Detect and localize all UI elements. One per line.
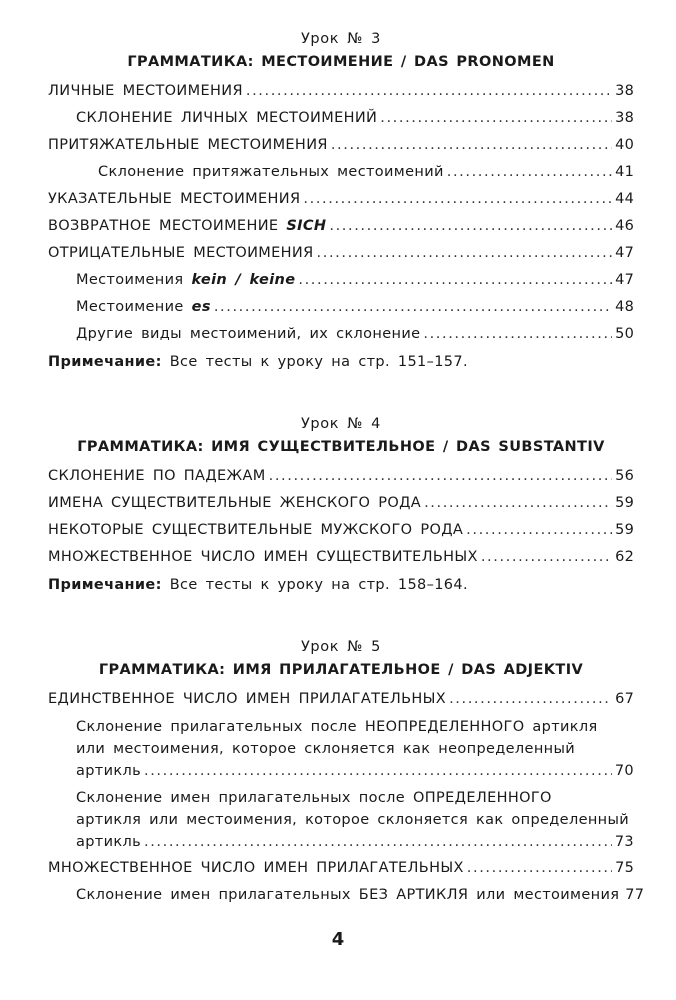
toc-entry[interactable] xyxy=(48,547,634,574)
dot-leader xyxy=(423,324,612,344)
lesson-number: Урок № 4 xyxy=(301,416,381,432)
toc-entry[interactable] xyxy=(48,108,634,135)
entry-page: 77 xyxy=(625,887,645,903)
dot-leader xyxy=(481,547,612,567)
lesson-5 xyxy=(48,636,645,912)
dot-leader xyxy=(144,760,612,782)
entry-title: Местоимения kein / keine xyxy=(76,272,296,288)
page-number: 4 xyxy=(331,929,345,950)
entry-emphasis: es xyxy=(191,299,211,315)
entry-line: артикль xyxy=(76,763,141,779)
entry-page: 75 xyxy=(615,860,634,876)
table-of-contents xyxy=(48,28,645,952)
toc-entry[interactable] xyxy=(48,297,634,324)
toc-entry-multiline[interactable] xyxy=(48,787,634,853)
entry-title: УКАЗАТЕЛЬНЫЕ МЕСТОИМЕНИЯ xyxy=(48,191,301,207)
entry-title: НЕКОТОРЫЕ СУЩЕСТВИТЕЛЬНЫЕ МУЖСКОГО РОДА xyxy=(48,522,464,538)
entry-title: Другие виды местоимений, их склонение xyxy=(76,326,421,342)
dot-leader xyxy=(246,81,612,101)
lesson-number: Урок № 3 xyxy=(301,31,381,47)
lesson-title: ГРАММАТИКА: МЕСТОИМЕНИЕ / DAS PRONOMEN xyxy=(127,54,555,70)
entry-page: 50 xyxy=(615,326,634,342)
dot-leader xyxy=(467,858,612,878)
dot-leader xyxy=(329,216,612,236)
note-text: Все тесты к уроку на стр. 158–164. xyxy=(161,577,468,593)
toc-entry-multiline[interactable] xyxy=(48,716,634,782)
note-text: Все тесты к уроку на стр. 151–157. xyxy=(161,354,468,370)
entry-page: 40 xyxy=(615,137,634,153)
lesson-note xyxy=(48,574,634,596)
dot-leader xyxy=(380,108,612,128)
entry-page: 56 xyxy=(615,468,634,484)
entry-title: ВОЗВРАТНОЕ МЕСТОИМЕНИЕ SICH xyxy=(48,218,327,234)
dot-leader xyxy=(447,162,612,182)
entry-emphasis: kein / keine xyxy=(191,272,296,288)
toc-entry[interactable] xyxy=(48,885,645,912)
dot-leader xyxy=(144,831,612,853)
note-label: Примечание: xyxy=(48,577,162,593)
toc-entry[interactable] xyxy=(48,189,634,216)
toc-entry[interactable] xyxy=(48,135,634,162)
entry-page: 48 xyxy=(615,299,634,315)
entry-line: артикль xyxy=(76,834,141,850)
entry-page: 59 xyxy=(615,495,634,511)
lesson-title: ГРАММАТИКА: ИМЯ ПРИЛАГАТЕЛЬНОЕ / DAS ADJEKTIV xyxy=(98,662,584,678)
toc-entry[interactable] xyxy=(48,162,634,189)
entry-page: 47 xyxy=(615,272,634,288)
entry-page: 59 xyxy=(615,522,634,538)
entry-line: или местоимения, которое склоняется как неопределенный xyxy=(76,741,576,757)
entry-page: 47 xyxy=(615,245,634,261)
entry-line: артикля или местоимения, которое склоняется как определенный xyxy=(76,812,630,828)
entry-line: Склонение имен прилагательных после ОПРЕДЕЛЕННОГО xyxy=(76,790,552,806)
entry-title: ПРИТЯЖАТЕЛЬНЫЕ МЕСТОИМЕНИЯ xyxy=(48,137,328,153)
toc-entry[interactable] xyxy=(48,270,634,297)
toc-entry[interactable] xyxy=(48,466,634,493)
entry-page: 67 xyxy=(615,691,634,707)
entry-title: МНОЖЕСТВЕННОЕ ЧИСЛО ИМЕН ПРИЛАГАТЕЛЬНЫХ xyxy=(48,860,464,876)
dot-leader xyxy=(269,466,613,486)
entry-emphasis: SICH xyxy=(286,218,327,234)
lesson-4 xyxy=(48,413,634,596)
entry-page: 73 xyxy=(614,834,634,850)
entry-title: МНОЖЕСТВЕННОЕ ЧИСЛО ИМЕН СУЩЕСТВИТЕЛЬНЫХ xyxy=(48,549,478,565)
toc-entry[interactable] xyxy=(48,689,634,716)
entry-title: ОТРИЦАТЕЛЬНЫЕ МЕСТОИМЕНИЯ xyxy=(48,245,314,261)
dot-leader xyxy=(331,135,612,155)
entry-title: Местоимение es xyxy=(76,299,211,315)
dot-leader xyxy=(214,297,612,317)
entry-title: Склонение притяжательных местоимений xyxy=(98,164,444,180)
lesson-3 xyxy=(48,28,634,373)
dot-leader xyxy=(298,270,612,290)
entry-page: 41 xyxy=(615,164,634,180)
entry-page: 44 xyxy=(615,191,634,207)
note-label: Примечание: xyxy=(48,354,162,370)
toc-entry[interactable] xyxy=(48,493,634,520)
toc-entry[interactable] xyxy=(48,858,634,885)
entry-title: ИМЕНА СУЩЕСТВИТЕЛЬНЫЕ ЖЕНСКОГО РОДА xyxy=(48,495,422,511)
entry-page: 70 xyxy=(614,763,634,779)
entry-page: 46 xyxy=(615,218,634,234)
toc-entry[interactable] xyxy=(48,243,634,270)
entry-title: ЛИЧНЫЕ МЕСТОИМЕНИЯ xyxy=(48,83,243,99)
entry-title: СКЛОНЕНИЕ ЛИЧНЫХ МЕСТОИМЕНИЙ xyxy=(76,110,378,126)
dot-leader xyxy=(466,520,612,540)
toc-entry[interactable] xyxy=(48,216,634,243)
entry-page: 38 xyxy=(615,110,634,126)
entry-page: 62 xyxy=(615,549,634,565)
dot-leader xyxy=(449,689,612,709)
toc-entry[interactable] xyxy=(48,520,634,547)
entry-page: 38 xyxy=(615,83,634,99)
entry-title: СКЛОНЕНИЕ ПО ПАДЕЖАМ xyxy=(48,468,266,484)
lesson-number: Урок № 5 xyxy=(301,639,381,655)
toc-entry[interactable] xyxy=(48,81,634,108)
entry-title: Склонение имен прилагательных БЕЗ АРТИКЛЯ или местоимения xyxy=(76,887,620,903)
dot-leader xyxy=(303,189,612,209)
dot-leader xyxy=(424,493,612,513)
lesson-title: ГРАММАТИКА: ИМЯ СУЩЕСТВИТЕЛЬНОЕ / DAS SUBSTANTIV xyxy=(77,439,605,455)
entry-title: ЕДИНСТВЕННОЕ ЧИСЛО ИМЕН ПРИЛАГАТЕЛЬНЫХ xyxy=(48,691,447,707)
entry-line: Склонение прилагательных после НЕОПРЕДЕЛЕННОГО артикля xyxy=(76,719,598,735)
lesson-note xyxy=(48,351,634,373)
dot-leader xyxy=(317,243,613,263)
toc-entry[interactable] xyxy=(48,324,634,351)
